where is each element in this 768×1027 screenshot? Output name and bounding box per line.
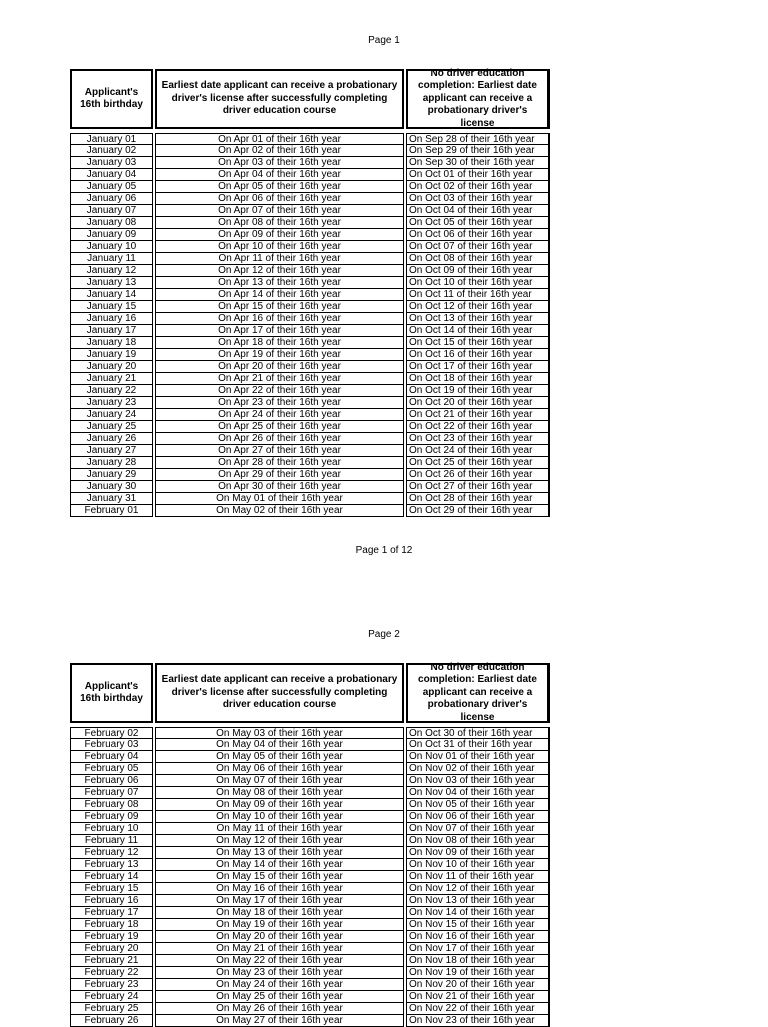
no-education-date-cell: On Oct 26 of their 16th year	[406, 469, 550, 481]
no-education-date-cell: On Oct 19 of their 16th year	[406, 385, 550, 397]
with-education-date-cell: On May 16 of their 16th year	[155, 883, 404, 895]
no-education-date-cell: On Oct 21 of their 16th year	[406, 409, 550, 421]
table-row	[70, 943, 535, 955]
birthday-cell: February 26	[70, 1015, 153, 1027]
no-education-date-cell: On Oct 09 of their 16th year	[406, 265, 550, 277]
with-education-date-cell: On Apr 02 of their 16th year	[155, 145, 404, 157]
no-education-date-cell: On Nov 08 of their 16th year	[406, 835, 550, 847]
birthday-cell: February 03	[70, 739, 153, 751]
table-row	[70, 205, 533, 217]
birthday-cell: January 27	[70, 445, 153, 457]
birthday-cell: January 29	[70, 469, 153, 481]
birthday-cell: January 26	[70, 433, 153, 445]
birthday-cell: February 17	[70, 907, 153, 919]
birthday-cell: January 07	[70, 205, 153, 217]
no-education-date-cell: On Nov 05 of their 16th year	[406, 799, 550, 811]
header-no-driver-education: No driver education completion: Earliest date applicant can receive a probationary driver's license	[406, 69, 550, 129]
no-education-date-cell: On Oct 27 of their 16th year	[406, 481, 550, 493]
table-row	[70, 919, 535, 931]
with-education-date-cell: On May 20 of their 16th year	[155, 931, 404, 943]
table-row	[70, 433, 533, 445]
with-education-date-cell: On Apr 17 of their 16th year	[155, 325, 404, 337]
table-row	[70, 277, 533, 289]
with-education-date-cell: On May 06 of their 16th year	[155, 763, 404, 775]
with-education-date-cell: On May 22 of their 16th year	[155, 955, 404, 967]
with-education-date-cell: On May 19 of their 16th year	[155, 919, 404, 931]
birthday-cell: January 05	[70, 181, 153, 193]
with-education-date-cell: On Apr 21 of their 16th year	[155, 373, 404, 385]
table-row	[70, 409, 533, 421]
no-education-date-cell: On Nov 18 of their 16th year	[406, 955, 550, 967]
with-education-date-cell: On May 05 of their 16th year	[155, 751, 404, 763]
no-education-date-cell: On Oct 11 of their 16th year	[406, 289, 550, 301]
table-row	[70, 799, 535, 811]
no-education-date-cell: On Nov 11 of their 16th year	[406, 871, 550, 883]
with-education-date-cell: On Apr 10 of their 16th year	[155, 241, 404, 253]
no-education-date-cell: On Nov 04 of their 16th year	[406, 787, 550, 799]
table-row	[70, 739, 533, 751]
birthday-cell: January 08	[70, 217, 153, 229]
no-education-date-cell: On Nov 10 of their 16th year	[406, 859, 550, 871]
table-row	[70, 1015, 535, 1027]
with-education-date-cell: On May 26 of their 16th year	[155, 1003, 404, 1015]
with-education-date-cell: On Apr 14 of their 16th year	[155, 289, 404, 301]
birthday-cell: January 22	[70, 385, 153, 397]
birthday-cell: February 14	[70, 871, 153, 883]
birthday-cell: February 13	[70, 859, 153, 871]
no-education-date-cell: On Oct 28 of their 16th year	[406, 493, 550, 505]
table-row	[70, 169, 533, 181]
table-row	[70, 217, 533, 229]
table-row	[70, 883, 535, 895]
with-education-date-cell: On May 02 of their 16th year	[155, 505, 404, 517]
with-education-date-cell: On Apr 28 of their 16th year	[155, 457, 404, 469]
no-education-date-cell: On Oct 16 of their 16th year	[406, 349, 550, 361]
schedule-table	[70, 67, 537, 517]
table-row	[70, 967, 535, 979]
table-row	[70, 133, 535, 145]
table-row	[70, 931, 535, 943]
with-education-date-cell: On Apr 20 of their 16th year	[155, 361, 404, 373]
table-row	[70, 349, 533, 361]
with-education-date-cell: On May 13 of their 16th year	[155, 847, 404, 859]
with-education-date-cell: On Apr 05 of their 16th year	[155, 181, 404, 193]
no-education-date-cell: On Nov 22 of their 16th year	[406, 1003, 550, 1015]
birthday-cell: February 24	[70, 991, 153, 1003]
with-education-date-cell: On May 11 of their 16th year	[155, 823, 404, 835]
no-education-date-cell: On Nov 16 of their 16th year	[406, 931, 550, 943]
no-education-date-cell: On Oct 05 of their 16th year	[406, 217, 550, 229]
birthday-cell: January 18	[70, 337, 153, 349]
no-education-date-cell: On Nov 13 of their 16th year	[406, 895, 550, 907]
no-education-date-cell: On Nov 20 of their 16th year	[406, 979, 550, 991]
birthday-cell: January 04	[70, 169, 153, 181]
birthday-cell: February 18	[70, 919, 153, 931]
table-row	[70, 955, 535, 967]
with-education-date-cell: On May 08 of their 16th year	[155, 787, 404, 799]
no-education-date-cell: On Oct 20 of their 16th year	[406, 397, 550, 409]
page-label: Page 2	[368, 629, 400, 640]
table-row	[70, 895, 535, 907]
no-education-date-cell: On Oct 25 of their 16th year	[406, 457, 550, 469]
no-education-date-cell: On Oct 02 of their 16th year	[406, 181, 550, 193]
birthday-cell: January 03	[70, 157, 153, 169]
birthday-cell: February 12	[70, 847, 153, 859]
table-row	[70, 181, 533, 193]
with-education-date-cell: On May 25 of their 16th year	[155, 991, 404, 1003]
with-education-date-cell: On May 09 of their 16th year	[155, 799, 404, 811]
no-education-date-cell: On Oct 07 of their 16th year	[406, 241, 550, 253]
table-header	[70, 67, 537, 133]
no-education-date-cell: On Oct 23 of their 16th year	[406, 433, 550, 445]
with-education-date-cell: On May 27 of their 16th year	[155, 1015, 404, 1027]
birthday-cell: January 11	[70, 253, 153, 265]
table-body	[70, 133, 535, 517]
table-row	[70, 493, 533, 505]
with-education-date-cell: On Apr 03 of their 16th year	[155, 157, 404, 169]
table-row	[70, 823, 535, 835]
table-row	[70, 253, 533, 265]
with-education-date-cell: On Apr 18 of their 16th year	[155, 337, 404, 349]
with-education-date-cell: On Apr 15 of their 16th year	[155, 301, 404, 313]
no-education-date-cell: On Nov 15 of their 16th year	[406, 919, 550, 931]
with-education-date-cell: On Apr 06 of their 16th year	[155, 193, 404, 205]
table-row	[70, 325, 533, 337]
birthday-cell: January 24	[70, 409, 153, 421]
table-row	[70, 859, 535, 871]
birthday-cell: January 25	[70, 421, 153, 433]
no-education-date-cell: On Nov 19 of their 16th year	[406, 967, 550, 979]
table-row	[70, 265, 533, 277]
table-row	[70, 457, 533, 469]
table-row	[70, 157, 535, 169]
table-row	[70, 811, 535, 823]
table-header	[70, 661, 537, 727]
with-education-date-cell: On May 10 of their 16th year	[155, 811, 404, 823]
with-education-date-cell: On Apr 11 of their 16th year	[155, 253, 404, 265]
with-education-date-cell: On Apr 12 of their 16th year	[155, 265, 404, 277]
table-row	[70, 289, 532, 301]
table-row	[70, 847, 535, 859]
table-row	[70, 787, 535, 799]
no-education-date-cell: On Nov 01 of their 16th year	[406, 751, 550, 763]
with-education-date-cell: On Apr 07 of their 16th year	[155, 205, 404, 217]
with-education-date-cell: On Apr 30 of their 16th year	[155, 481, 404, 493]
birthday-cell: February 25	[70, 1003, 153, 1015]
with-education-date-cell: On May 01 of their 16th year	[155, 493, 404, 505]
birthday-cell: February 09	[70, 811, 153, 823]
birthday-cell: January 09	[70, 229, 153, 241]
no-education-date-cell: On Sep 30 of their 16th year	[406, 157, 550, 169]
no-education-date-cell: On Oct 10 of their 16th year	[406, 277, 550, 289]
table-body	[70, 727, 535, 1027]
birthday-cell: January 01	[70, 133, 153, 145]
birthday-cell: January 15	[70, 301, 153, 313]
table-row	[70, 979, 535, 991]
with-education-date-cell: On May 14 of their 16th year	[155, 859, 404, 871]
with-education-date-cell: On May 12 of their 16th year	[155, 835, 404, 847]
no-education-date-cell: On Nov 21 of their 16th year	[406, 991, 550, 1003]
birthday-cell: January 02	[70, 145, 153, 157]
with-education-date-cell: On Apr 27 of their 16th year	[155, 445, 404, 457]
no-education-date-cell: On Oct 17 of their 16th year	[406, 361, 550, 373]
birthday-cell: January 21	[70, 373, 153, 385]
with-education-date-cell: On May 23 of their 16th year	[155, 967, 404, 979]
with-education-date-cell: On May 07 of their 16th year	[155, 775, 404, 787]
with-education-date-cell: On Apr 22 of their 16th year	[155, 385, 404, 397]
with-education-date-cell: On Apr 09 of their 16th year	[155, 229, 404, 241]
birthday-cell: February 04	[70, 751, 153, 763]
no-education-date-cell: On Oct 18 of their 16th year	[406, 373, 550, 385]
no-education-date-cell: On Oct 24 of their 16th year	[406, 445, 550, 457]
table-row	[70, 361, 533, 373]
table-row	[70, 481, 533, 493]
no-education-date-cell: On Oct 04 of their 16th year	[406, 205, 550, 217]
table-row	[70, 229, 533, 241]
birthday-cell: February 16	[70, 895, 153, 907]
no-education-date-cell: On Oct 22 of their 16th year	[406, 421, 550, 433]
no-education-date-cell: On Oct 06 of their 16th year	[406, 229, 550, 241]
birthday-cell: January 31	[70, 493, 153, 505]
header-no-driver-education: No driver education completion: Earliest date applicant can receive a probationary driver's license	[406, 663, 550, 723]
table-row	[70, 385, 533, 397]
birthday-cell: February 07	[70, 787, 153, 799]
table-row	[70, 469, 533, 481]
with-education-date-cell: On May 15 of their 16th year	[155, 871, 404, 883]
birthday-cell: January 20	[70, 361, 153, 373]
no-education-date-cell: On Oct 30 of their 16th year	[406, 727, 550, 739]
birthday-cell: February 15	[70, 883, 153, 895]
birthday-cell: February 21	[70, 955, 153, 967]
with-education-date-cell: On Apr 19 of their 16th year	[155, 349, 404, 361]
no-education-date-cell: On Oct 29 of their 16th year	[406, 505, 550, 517]
table-row	[70, 751, 535, 763]
no-education-date-cell: On Nov 14 of their 16th year	[406, 907, 550, 919]
birthday-cell: February 20	[70, 943, 153, 955]
birthday-cell: January 23	[70, 397, 153, 409]
table-row	[70, 1003, 535, 1015]
table-row	[70, 373, 533, 385]
no-education-date-cell: On Oct 15 of their 16th year	[406, 337, 550, 349]
birthday-cell: February 22	[70, 967, 153, 979]
with-education-date-cell: On Apr 24 of their 16th year	[155, 409, 404, 421]
with-education-date-cell: On Apr 25 of their 16th year	[155, 421, 404, 433]
no-education-date-cell: On Nov 03 of their 16th year	[406, 775, 550, 787]
table-row	[70, 337, 533, 349]
with-education-date-cell: On Apr 01 of their 16th year	[155, 133, 404, 145]
with-education-date-cell: On Apr 29 of their 16th year	[155, 469, 404, 481]
with-education-date-cell: On Apr 23 of their 16th year	[155, 397, 404, 409]
table-row	[70, 397, 533, 409]
table-row	[70, 835, 535, 847]
no-education-date-cell: On Oct 12 of their 16th year	[406, 301, 550, 313]
page-label: Page 1	[368, 35, 400, 46]
no-education-date-cell: On Sep 29 of their 16th year	[406, 145, 550, 157]
with-education-date-cell: On May 03 of their 16th year	[155, 727, 404, 739]
birthday-cell: February 10	[70, 823, 153, 835]
with-education-date-cell: On May 17 of their 16th year	[155, 895, 404, 907]
no-education-date-cell: On Oct 31 of their 16th year	[406, 739, 550, 751]
header-birthday: Applicant's 16th birthday	[70, 69, 153, 129]
birthday-cell: January 30	[70, 481, 153, 493]
no-education-date-cell: On Oct 01 of their 16th year	[406, 169, 550, 181]
with-education-date-cell: On May 21 of their 16th year	[155, 943, 404, 955]
birthday-cell: January 17	[70, 325, 153, 337]
no-education-date-cell: On Nov 06 of their 16th year	[406, 811, 550, 823]
table-row	[70, 871, 534, 883]
header-with-driver-education: Earliest date applicant can receive a probationary driver's license after successfully completing driver education course	[155, 663, 404, 723]
table-row	[70, 763, 535, 775]
table-row	[70, 991, 535, 1003]
table-row	[70, 301, 533, 313]
birthday-cell: January 19	[70, 349, 153, 361]
birthday-cell: February 06	[70, 775, 153, 787]
no-education-date-cell: On Nov 23 of their 16th year	[406, 1015, 550, 1027]
table-row	[70, 505, 533, 517]
schedule-table	[70, 661, 537, 1027]
page-footer: Page 1 of 12	[355, 545, 413, 556]
no-education-date-cell: On Nov 07 of their 16th year	[406, 823, 550, 835]
birthday-cell: February 01	[70, 505, 153, 517]
header-birthday: Applicant's 16th birthday	[70, 663, 153, 723]
no-education-date-cell: On Sep 28 of their 16th year	[406, 133, 550, 145]
birthday-cell: February 11	[70, 835, 153, 847]
birthday-cell: January 14	[70, 289, 153, 301]
no-education-date-cell: On Oct 13 of their 16th year	[406, 313, 550, 325]
birthday-cell: January 06	[70, 193, 153, 205]
with-education-date-cell: On Apr 26 of their 16th year	[155, 433, 404, 445]
table-row	[70, 775, 535, 787]
no-education-date-cell: On Oct 08 of their 16th year	[406, 253, 550, 265]
with-education-date-cell: On Apr 04 of their 16th year	[155, 169, 404, 181]
no-education-date-cell: On Oct 03 of their 16th year	[406, 193, 550, 205]
birthday-cell: January 13	[70, 277, 153, 289]
no-education-date-cell: On Nov 12 of their 16th year	[406, 883, 550, 895]
table-row	[70, 193, 533, 205]
table-row	[70, 907, 535, 919]
header-with-driver-education: Earliest date applicant can receive a probationary driver's license after successfully completing driver education course	[155, 69, 404, 129]
birthday-cell: February 05	[70, 763, 153, 775]
no-education-date-cell: On Nov 09 of their 16th year	[406, 847, 550, 859]
table-row	[70, 145, 535, 157]
table-row	[70, 313, 533, 325]
no-education-date-cell: On Oct 14 of their 16th year	[406, 325, 550, 337]
with-education-date-cell: On May 18 of their 16th year	[155, 907, 404, 919]
birthday-cell: January 16	[70, 313, 153, 325]
birthday-cell: January 28	[70, 457, 153, 469]
with-education-date-cell: On Apr 08 of their 16th year	[155, 217, 404, 229]
with-education-date-cell: On Apr 16 of their 16th year	[155, 313, 404, 325]
table-row	[70, 421, 533, 433]
with-education-date-cell: On May 24 of their 16th year	[155, 979, 404, 991]
no-education-date-cell: On Nov 02 of their 16th year	[406, 763, 550, 775]
table-row	[70, 727, 533, 739]
birthday-cell: February 02	[70, 727, 153, 739]
table-row	[70, 445, 533, 457]
no-education-date-cell: On Nov 17 of their 16th year	[406, 943, 550, 955]
birthday-cell: January 10	[70, 241, 153, 253]
with-education-date-cell: On Apr 13 of their 16th year	[155, 277, 404, 289]
birthday-cell: February 23	[70, 979, 153, 991]
with-education-date-cell: On May 04 of their 16th year	[155, 739, 404, 751]
birthday-cell: February 19	[70, 931, 153, 943]
birthday-cell: January 12	[70, 265, 153, 277]
table-row	[70, 241, 533, 253]
birthday-cell: February 08	[70, 799, 153, 811]
